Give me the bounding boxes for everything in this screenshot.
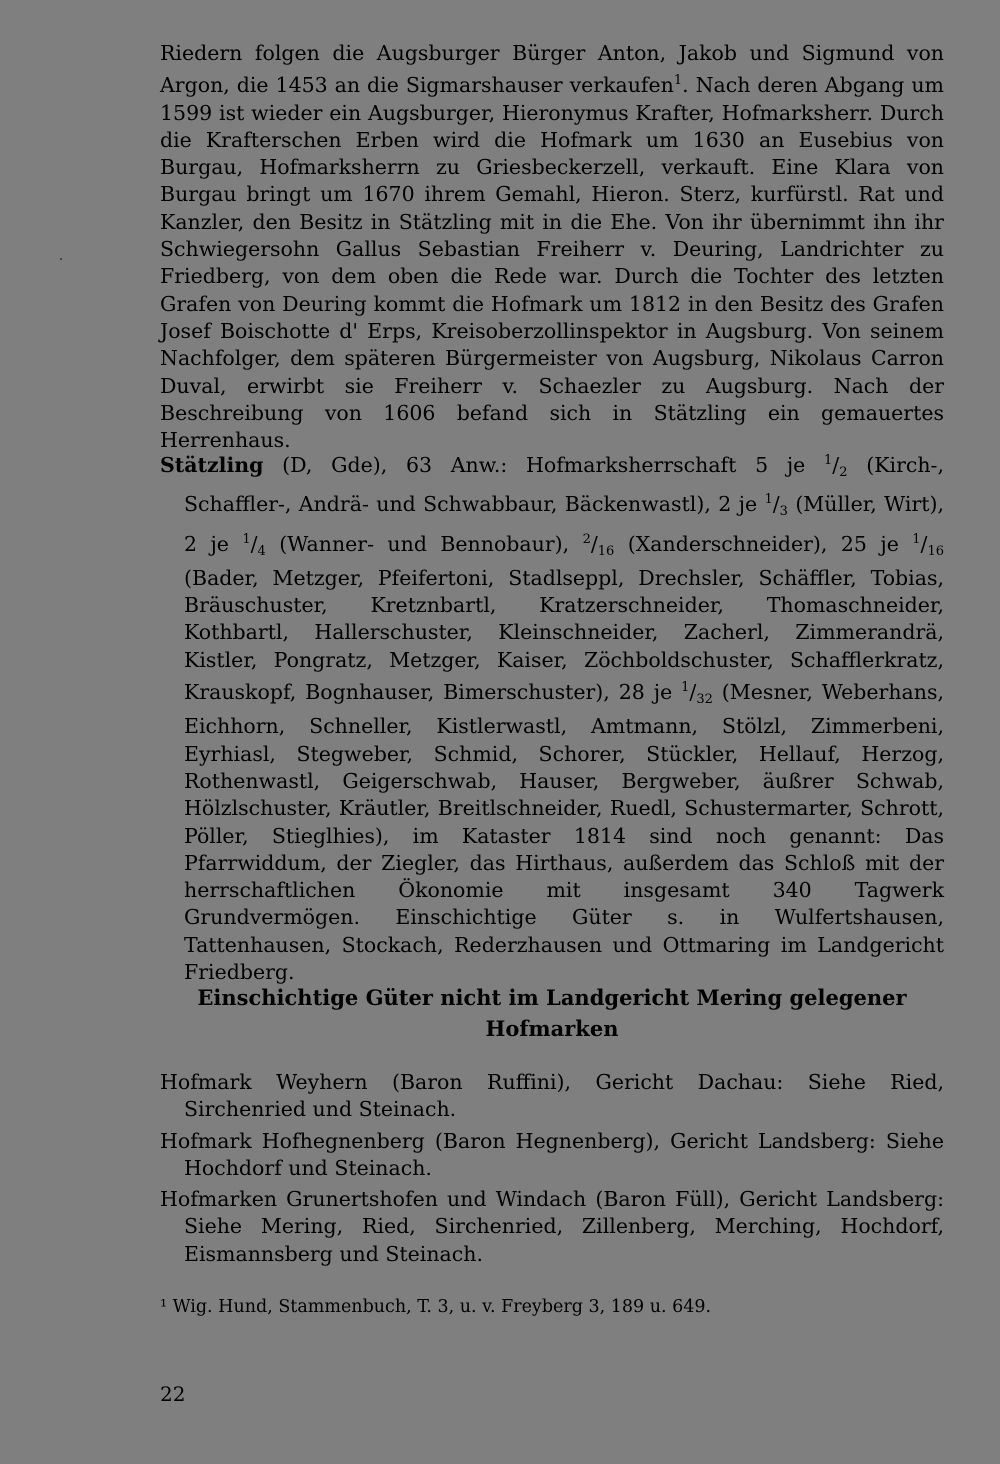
- footnote: ¹ Wig. Hund, Stammenbuch, T. 3, u. v. Freyberg 3, 189 u. 649.: [160, 1297, 712, 1317]
- list-item: Hofmarken Grunertshofen und Windach (Baron Füll), Gericht Landsberg: Siehe Mering, Ried, Sirchenried, Zillenberg, Merching, Hochdorf, Eismannsberg und Steinach.: [160, 1187, 944, 1266]
- paragraph-history: [160, 40, 944, 454]
- section-heading-line-1: Einschichtige Güter nicht im Landgericht Mering gelegener: [197, 985, 907, 1010]
- section-heading-line-2: Hofmarken: [485, 1016, 619, 1041]
- scan-speck: [60, 258, 62, 260]
- section-heading: [160, 982, 944, 1044]
- entry-staetzling: Stätzling (D, Gde), 63 Anw.: Hofmarksherrschaft 5 je $^1/_2$ (Kirch-, Schaffler-, Andrä- und Schwabbaur, Bäckenwastl), 2 je $^1/_3$ (Müller, Wirt), 2 je $^1/_4$ (Wanner- und Bennobaur), $^2/_{16}$ (Xanderschneider), 25 je $^1/_{16}$ (Bader, Metzger, Pfeifertoni, Stadlseppl, Drechsler, Schäffler, Tobias, Bräuschuster, Kretznbartl, Kratzerschneider, Thomaschneider, Kothbartl, Hallerschuster, Kleinschneider, Zacherl, Zimmerandrä, Kistler, Pongratz, Metzger, Kaiser, Zöchboldschuster, Schafflerkratz, Krauskopf, Bognhauser, Bimerschuster), 28 je $^1/_{32}$ (Mesner, Weberhans, Eichhorn, Schneller, Kistlerwastl, Amtmann, Stölzl, Zimmerbeni, Eyrhiasl, Stegweber, Schmid, Schorer, Stückler, Hellauf, Herzog, Rothenwastl, Geigerschwab, Hauser, Bergweber, äußrer Schwab, Hölzlschuster, Kräutler, Breitlschneider, Ruedl, Schustermarter, Schrott, Pöller, Stieglhies), im Kataster 1814 sind noch genannt: Das Pfarrwiddum, der Ziegler, das Hirthaus, außerdem das Schloß mit der herrschaftlichen Ökonomie mit insgesamt 340 Tagwerk Grundvermögen. Einschichtige Güter s. in Wulfertshausen, Tattenhausen, Stockach, Rederzhausen und Ottmaring im Landgericht Friedberg.: [160, 453, 945, 985]
- page-number: 22: [160, 1382, 186, 1406]
- entry-list: [160, 1069, 944, 1268]
- paragraph-history-text: Riedern folgen die Augsburger Bürger Anton, Jakob und Sigmund von Argon, die 1453 an die Sigmarshauser verkaufen: [160, 41, 944, 98]
- list-item: Hofmark Hofhegnenberg (Baron Hegnenberg), Gericht Landsberg: Siehe Hochdorf und Steinach.: [160, 1128, 944, 1180]
- entry-staetzling-name: Stätzling: [160, 453, 264, 477]
- list-item: Hofmark Weyhern (Baron Ruffini), Gericht Dachau: Siehe Ried, Sirchenried und Steinach.: [160, 1070, 944, 1122]
- paragraph-history-rest: . Nach deren Abgang um 1599 ist wieder ein Augsburger, Hieronymus Krafter, Hofmarksherr. Durch die Krafterschen Erben wird die Hofmark um 1630 an Eusebius von Burgau, Hofmarksherrn zu Griesbeckerzell, verkauft. Eine Klara von Burgau bringt um 1670 ihrem Gemahl, Hieron. Sterz, kurfürstl. Rat und Kanzler, den Besitz in Stätzling mit in die Ehe. Von ihr übernimmt ihn ihr Schwiegersohn Gallus Sebastian Freiherr v. Deuring, Landrichter zu Friedberg, von dem oben die Rede war. Durch die Tochter des letzten Grafen von Deuring kommt die Hofmark um 1812 in den Besitz des Grafen Josef Boischotte d' Erps, Kreisoberzollinspektor in Augsburg. Von seinem Nachfolger, dem späteren Bürgermeister von Augsburg, Nikolaus Carron Duval, erwirbt sie Freiherr v. Schaezler zu Augsburg. Nach der Beschreibung von 1606 befand sich in Stätzling ein gemauertes Herrenhaus.: [160, 73, 944, 453]
- footnote-ref: 1: [673, 73, 683, 89]
